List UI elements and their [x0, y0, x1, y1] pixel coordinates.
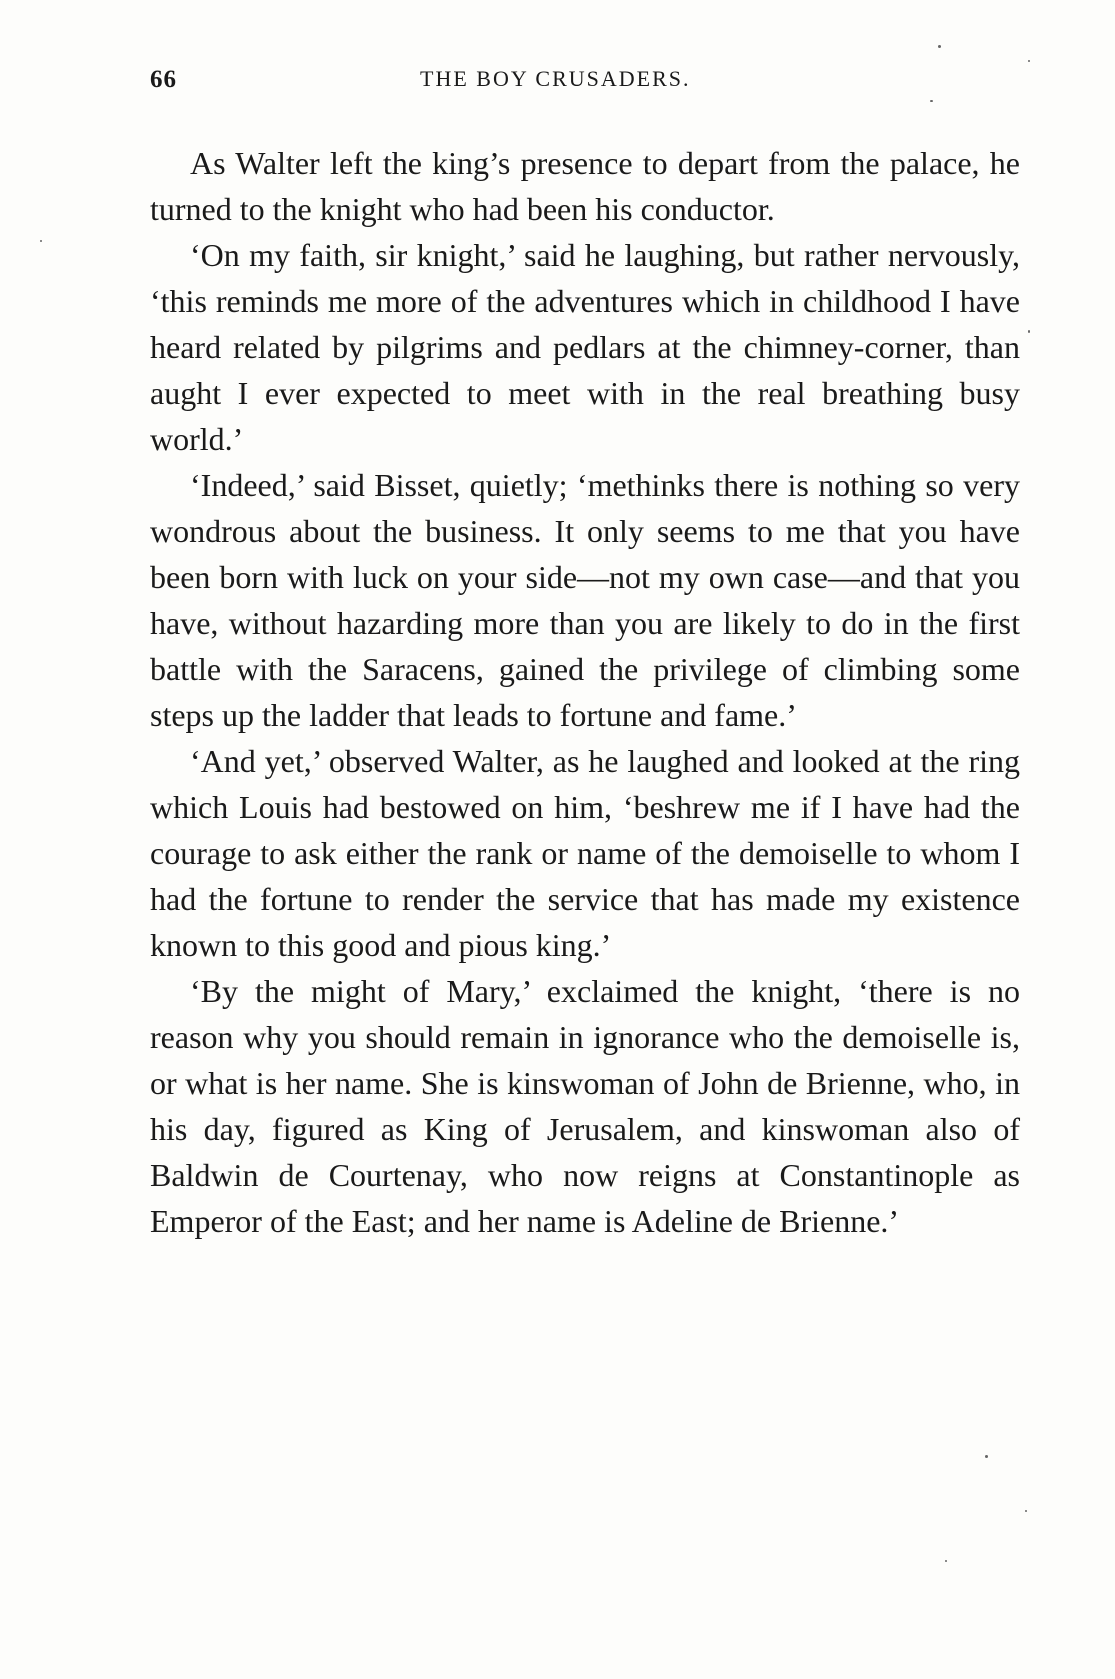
scan-speck: [938, 45, 941, 48]
running-title: THE BOY CRUSADERS.: [420, 66, 691, 91]
scan-speck: [985, 1455, 988, 1458]
page-header: [150, 66, 1020, 106]
scan-speck: [40, 240, 42, 242]
scan-speck: [945, 1560, 947, 1562]
body-text: [150, 140, 1020, 1244]
paragraph: ‘By the might of Mary,’ exclaimed the knight, ‘there is no reason why you should remain in ignorance who the demoiselle is, or what is her name. She is kinswoman of John de Brienne, who, in his day, figured as King of Jerusalem, and kinswoman also of Baldwin de Courtenay, who now reigns at Constantinople as Emperor of the East; and her name is Adeline de Brienne.’: [150, 973, 1020, 1239]
paragraph: ‘On my faith, sir knight,’ said he laughing, but rather nervously, ‘this reminds me more of the adventures which in childhood I have heard related by pilgrims and pedlars at the chimney-corner, than aught I ever expected to meet with in the real breathing busy world.’: [150, 237, 1020, 457]
scan-speck: [1028, 330, 1030, 333]
scan-speck: [930, 100, 933, 102]
scan-speck: [1028, 60, 1030, 62]
paragraph: ‘Indeed,’ said Bisset, quietly; ‘methinks there is nothing so very wondrous about the business. It only seems to me that you have been born with luck on your side—not my own case—and that you have, without hazarding more than you are likely to do in the first battle with the Saracens, gained the privilege of climbing some steps up the ladder that leads to fortune and fame.’: [150, 467, 1020, 733]
paragraph: As Walter left the king’s presence to depart from the palace, he turned to the knight who had been his conductor.: [150, 145, 1020, 227]
page-number: 66: [150, 66, 177, 93]
paragraph: ‘And yet,’ observed Walter, as he laughed and looked at the ring which Louis had bestowed on him, ‘beshrew me if I have had the courage to ask either the rank or name of the demoiselle to whom I had the fortune to render the service that has made my existence known to this good and pious king.’: [150, 743, 1020, 963]
scan-speck: [1025, 1510, 1027, 1512]
